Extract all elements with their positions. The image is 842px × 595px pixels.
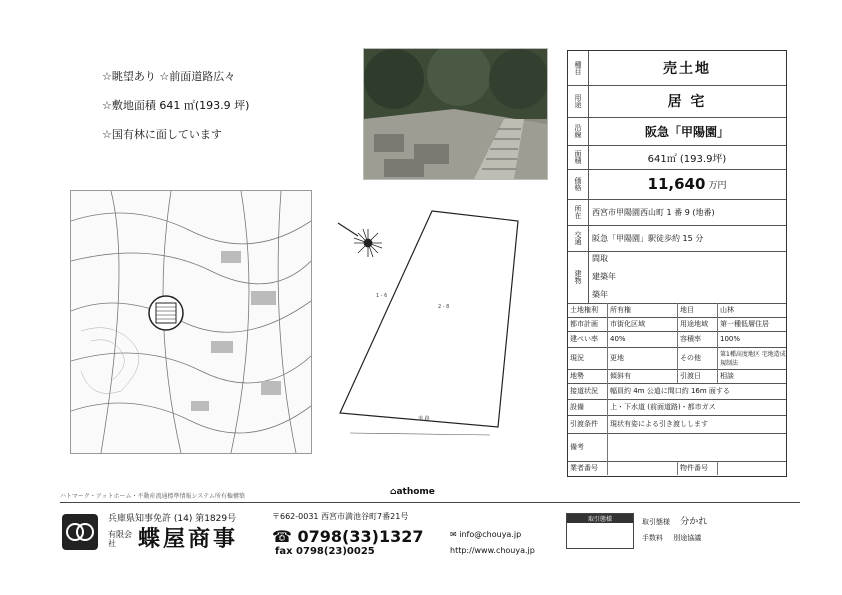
label-landcat: 地目 bbox=[678, 303, 718, 317]
svg-text:2 - 8: 2 - 8 bbox=[438, 304, 450, 310]
label-build-area: 建築年 bbox=[592, 272, 616, 281]
row-terms bbox=[568, 415, 786, 434]
company-url: http://www.chouya.jp bbox=[450, 546, 535, 555]
row-use bbox=[568, 85, 786, 118]
commission-row: 手数料 別途協議 bbox=[642, 534, 702, 542]
row-terrain bbox=[568, 369, 786, 384]
label-station: 沿線 bbox=[568, 117, 589, 145]
value-station: 阪急「甲陽園」 bbox=[644, 124, 729, 139]
label-cityplan: 都市計画 bbox=[568, 317, 608, 331]
row-area bbox=[568, 145, 786, 170]
value-rights: 所有権 bbox=[608, 303, 678, 317]
row-building bbox=[568, 251, 786, 304]
row-ratio bbox=[568, 331, 786, 348]
value-bcr: 40% bbox=[608, 331, 678, 347]
label-terrain: 地勢 bbox=[568, 369, 608, 383]
label-rights: 土地権利 bbox=[568, 303, 608, 317]
row-access bbox=[568, 225, 786, 252]
label-address: 所在 bbox=[568, 199, 589, 225]
label-dealer: 業者番号 bbox=[568, 461, 608, 475]
value-other: 第1種高度地区 宅地造成規制法 bbox=[720, 351, 786, 367]
row-rights bbox=[568, 303, 786, 318]
row-status bbox=[568, 347, 786, 370]
property-location-marker bbox=[149, 296, 183, 330]
value-handover: 相談 bbox=[720, 372, 734, 380]
company-logo-icon bbox=[62, 514, 98, 550]
price-unit: 万円 bbox=[708, 180, 727, 191]
trade-stamp-box bbox=[566, 513, 634, 549]
label-build-year: 築年 bbox=[592, 290, 608, 299]
label-road: 接道状況 bbox=[568, 383, 608, 399]
trade-type-row: 取引態様 分かれ bbox=[642, 517, 708, 527]
label-terms: 引渡条件 bbox=[568, 415, 608, 433]
value-address: 西宮市甲陽園西山町 1 番 9 (地番) bbox=[592, 207, 715, 217]
feature-area: ☆敷地面積 641 ㎡(193.9 坪) bbox=[102, 99, 250, 112]
value-type: 売土地 bbox=[663, 61, 711, 77]
row-address bbox=[568, 199, 786, 226]
value-area: 641㎡ (193.9坪) bbox=[647, 153, 727, 165]
value-terrain: 傾斜有 bbox=[608, 369, 678, 383]
plot-plan bbox=[330, 205, 535, 445]
svg-text:1 - 6: 1 - 6 bbox=[376, 293, 388, 299]
row-price bbox=[568, 169, 786, 200]
label-layout: 間取 bbox=[592, 254, 608, 263]
label-zone: 用途地域 bbox=[678, 317, 718, 331]
company-name: 蝶屋商事 bbox=[138, 527, 239, 552]
label-area: 面積 bbox=[568, 145, 589, 169]
company-email: ✉ info@chouya.jp bbox=[450, 530, 522, 539]
row-cityplan bbox=[568, 317, 786, 332]
athome-logo: ⌂athome bbox=[390, 487, 435, 497]
row-facility bbox=[568, 399, 786, 416]
license-number: 兵庫県知事免許 (14) 第1829号 bbox=[108, 514, 237, 524]
value-zone: 第一種低層住居 bbox=[720, 320, 769, 328]
label-use: 用途 bbox=[568, 85, 589, 117]
value-access: 阪急「甲陽園」駅徒歩約 15 分 bbox=[592, 233, 704, 243]
label-handover: 引渡日 bbox=[678, 369, 718, 383]
house-icon: ⌂ bbox=[390, 487, 397, 497]
footer-divider bbox=[60, 502, 800, 503]
company-address: 〒662-0031 西宮市満池谷町7番21号 bbox=[272, 512, 409, 521]
value-far: 100% bbox=[720, 335, 741, 343]
company-phone: ☎ 0798(33)1327 bbox=[272, 527, 424, 546]
label-facility: 設備 bbox=[568, 399, 608, 415]
phone-icon: ☎ bbox=[272, 527, 292, 546]
value-cityplan: 市街化区域 bbox=[608, 317, 678, 331]
value-use: 居 宅 bbox=[667, 94, 707, 110]
value-terms: 現状有姿による引き渡しします bbox=[610, 420, 708, 428]
value-status: 更地 bbox=[608, 347, 678, 369]
label-far: 容積率 bbox=[678, 331, 718, 347]
value-price: 11,640 bbox=[647, 175, 706, 193]
label-bcr: 建ぺい率 bbox=[568, 331, 608, 347]
company-fax: fax 0798(23)0025 bbox=[275, 546, 375, 557]
area-map bbox=[70, 190, 312, 454]
trade-stamp-title: 取引態様 bbox=[567, 514, 633, 523]
label-access: 交通 bbox=[568, 225, 589, 251]
svg-text:道 路: 道 路 bbox=[418, 416, 430, 422]
row-remarks bbox=[568, 433, 786, 462]
feature-view: ☆眺望あり ☆前面道路広々 bbox=[102, 70, 236, 83]
footer-note: ハトマーク・アットホーム・不動産流通標準情報システム所有権構築 bbox=[60, 493, 245, 500]
row-type bbox=[568, 51, 786, 86]
mail-icon: ✉ bbox=[450, 530, 457, 539]
value-facility: 上・下水道 (前面道路)・都市ガス bbox=[610, 403, 716, 411]
feature-forest: ☆国有林に面しています bbox=[102, 128, 222, 141]
value-landcat: 山林 bbox=[720, 306, 734, 314]
label-property-no: 物件番号 bbox=[678, 461, 718, 475]
label-other: その他 bbox=[678, 347, 718, 369]
label-building: 建物 bbox=[568, 251, 589, 303]
property-photo bbox=[363, 48, 548, 180]
row-road bbox=[568, 383, 786, 400]
row-station bbox=[568, 117, 786, 146]
company-type: 有限会社 bbox=[108, 530, 132, 548]
property-spec-table bbox=[567, 50, 787, 477]
value-road: 幅員約 4m 公道に間口約 16m 面する bbox=[610, 387, 730, 395]
compass-rose-icon bbox=[338, 223, 382, 257]
row-dealer bbox=[568, 461, 786, 475]
label-price: 価格 bbox=[568, 169, 589, 199]
label-remarks: 備考 bbox=[568, 433, 608, 461]
label-type: 種目 bbox=[568, 51, 589, 85]
label-status: 現況 bbox=[568, 347, 608, 369]
